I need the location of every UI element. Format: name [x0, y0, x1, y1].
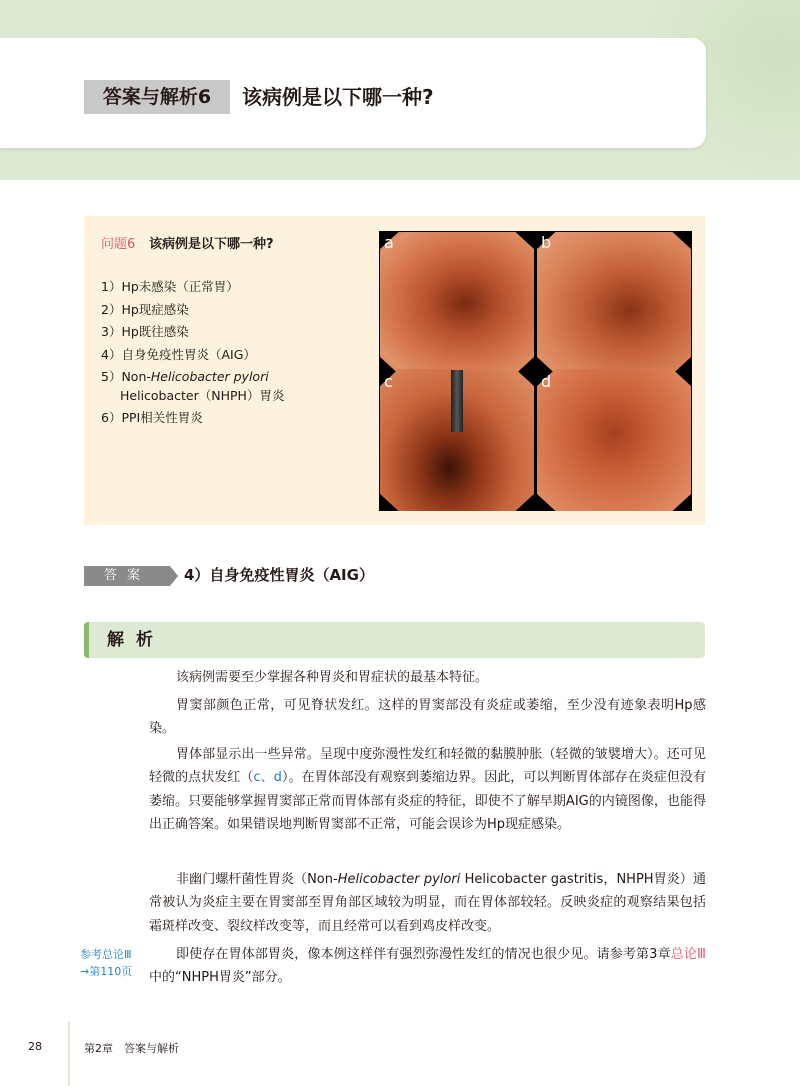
option-4: 4）自身免疫性胃炎（AIG）	[101, 347, 256, 362]
title-tag: 答案与解析6	[84, 80, 230, 114]
analysis-paragraph-3: 胃体部显示出一些异常。呈现中度弥漫性发红和轻微的黏膜肿胀（轻微的皱襞增大）。还可见轻微的点状发红（c、d）。在胃体部没有观察到萎缩边界。因此，可以判断胃体部存在炎症但没有萎缩。只要能够掌握胃窦部正常而胃体部有炎症的特征，即使不了解早期AIG的内镜图像，也能得出正确答案。如果错误地判断胃窦部不正常，可能会误诊为Hp现症感染。	[149, 747, 706, 833]
option-1: 1）Hp未感染（正常胃）	[101, 279, 239, 294]
option-3: 3）Hp既往感染	[101, 324, 189, 339]
page-number: 28	[28, 1040, 42, 1053]
footer-divider	[68, 1022, 70, 1086]
analysis-title: 解析	[107, 630, 165, 650]
analysis-paragraph-2: 胃窦部颜色正常，可见脊状发红。这样的胃窦部没有炎症或萎缩，至少没有迹象表明Hp感染。	[149, 698, 706, 737]
image-label-b: b	[541, 233, 552, 252]
chapter-label: 第2章 答案与解析	[84, 1042, 179, 1055]
endoscope-shaft	[451, 370, 463, 432]
option-5-line2: Helicobacter（NHPH）胃炎	[120, 388, 285, 403]
analysis-header	[84, 622, 705, 658]
endoscopy-image-a	[380, 232, 534, 374]
question-label: 问题6	[101, 237, 136, 252]
figure-reference[interactable]: c、d	[253, 770, 282, 786]
image-label-a: a	[384, 233, 394, 252]
answer-tag: 答案	[84, 566, 170, 586]
side-reference-line1: 参考总论Ⅲ	[80, 948, 132, 961]
image-label-c: c	[384, 372, 393, 391]
answer-text: 4）自身免疫性胃炎（AIG）	[184, 566, 374, 584]
page-title: 该病例是以下哪一种?	[242, 85, 434, 109]
analysis-paragraph-5: 即使存在胃体部胃炎，像本例这样伴有强烈弥漫性发红的情况也很少见。请参考第3章总论Ⅲ中的“NHPH胃炎”部分。	[149, 947, 706, 986]
analysis-paragraph-4: 非幽门螺杆菌性胃炎（Non-Helicobacter pylori Helicobacter gastritis，NHPH胃炎）通常被认为炎症主要在胃窦部至胃角部区域较为明显，而在胃体部较轻。反映炎症的观察结果包括霜斑样改变、裂纹样改变等，而且经常可以看到鸡皮样改变。	[149, 872, 707, 934]
answer-tag-arrow	[170, 566, 178, 586]
analysis-paragraph-1: 该病例需要至少掌握各种胃炎和胃症状的最基本特征。	[176, 670, 489, 685]
option-2: 2）Hp现症感染	[101, 302, 189, 317]
option-5: 5）Non-Helicobacter pylori	[101, 369, 269, 384]
image-label-d: d	[541, 372, 552, 391]
endoscopy-image-d	[537, 369, 691, 511]
option-6: 6）PPI相关性胃炎	[101, 410, 203, 425]
chapter-reference[interactable]: 总论Ⅲ	[670, 947, 706, 962]
side-reference[interactable]	[80, 946, 132, 980]
question-title: 该病例是以下哪一种?	[149, 237, 274, 252]
analysis-accent	[84, 622, 89, 658]
endoscopy-image-b	[537, 232, 691, 374]
side-reference-line2: →第110页	[80, 965, 133, 978]
